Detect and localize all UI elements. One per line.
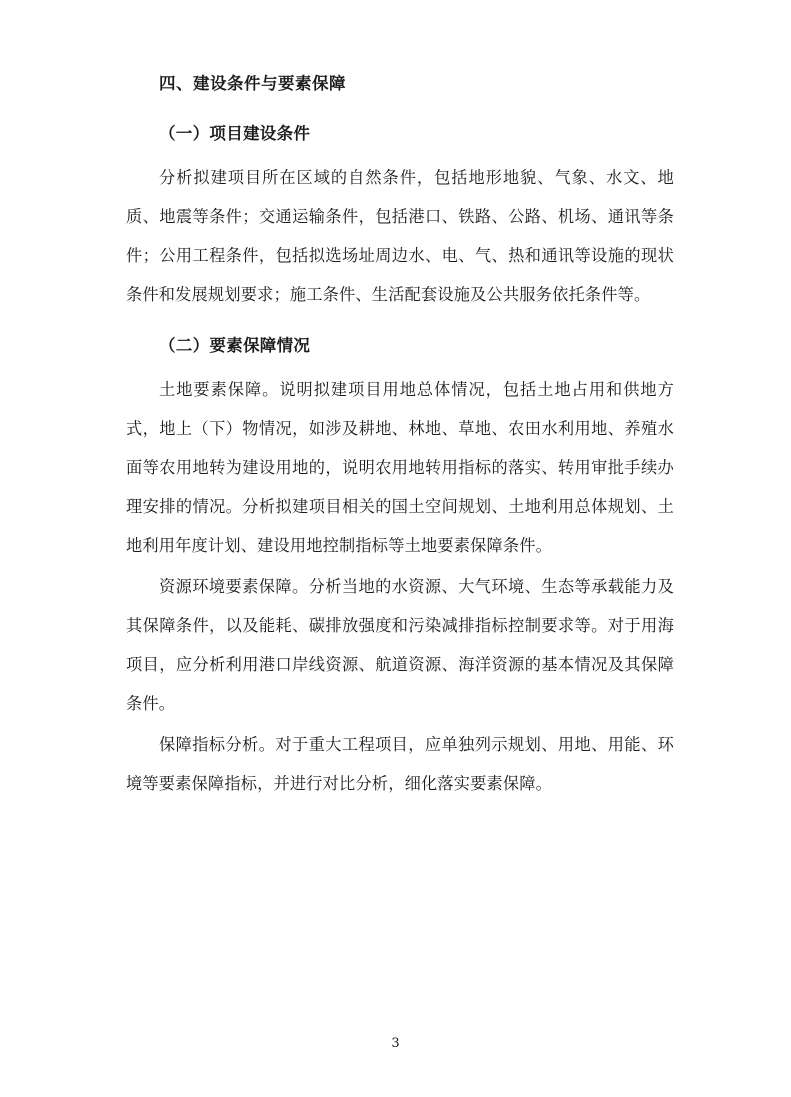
page-content <box>126 70 674 805</box>
subsection-1-paragraph-1: 分析拟建项目所在区域的自然条件，包括地形地貌、气象、水文、地质、地震等条件；交通运输条件，包括港口、铁路、公路、机场、通讯等条件；公用工程条件，包括拟选场址周边水、电、气、热和通讯等设施的现状条件和发展规划要求；施工条件、生活配套设施及公共服务依托条件等。 <box>126 168 674 304</box>
paragraph-spacer <box>126 316 674 332</box>
page-title: 四、建设条件与要素保障 <box>159 74 346 93</box>
subsection-1-heading: （一）项目建设条件 <box>159 124 311 143</box>
subsection-2-paragraph-3: 保障指标分析。对于重大工程项目，应单独列示规划、用地、用能、环境等要素保障指标，并进行对比分析，细化落实要素保障。 <box>126 735 674 793</box>
subsection-2-paragraph-2: 资源环境要素保障。分析当地的水资源、大气环境、生态等承载能力及其保障条件，以及能耗、碳排放强度和污染减排指标控制要求等。对于用海项目，应分析利用港口岸线资源、航道资源、海洋资源的基本情况及其保障条件。 <box>126 577 674 713</box>
page-number: 3 <box>391 1036 400 1051</box>
subsection-2-heading: （二）要素保障情况 <box>159 336 311 355</box>
subsection-2-paragraph-1: 土地要素保障。说明拟建项目用地总体情况，包括土地占用和供地方式，地上（下）物情况，如涉及耕地、林地、草地、农田水利用地、养殖水面等农用地转为建设用地的，说明农用地转用指标的落实、转用审批手续办理安排的情况。分析拟建项目相关的国土空间规划、土地利用总体规划、土地利用年度计划、建设用地控制指标等土地要素保障条件。 <box>126 380 674 555</box>
